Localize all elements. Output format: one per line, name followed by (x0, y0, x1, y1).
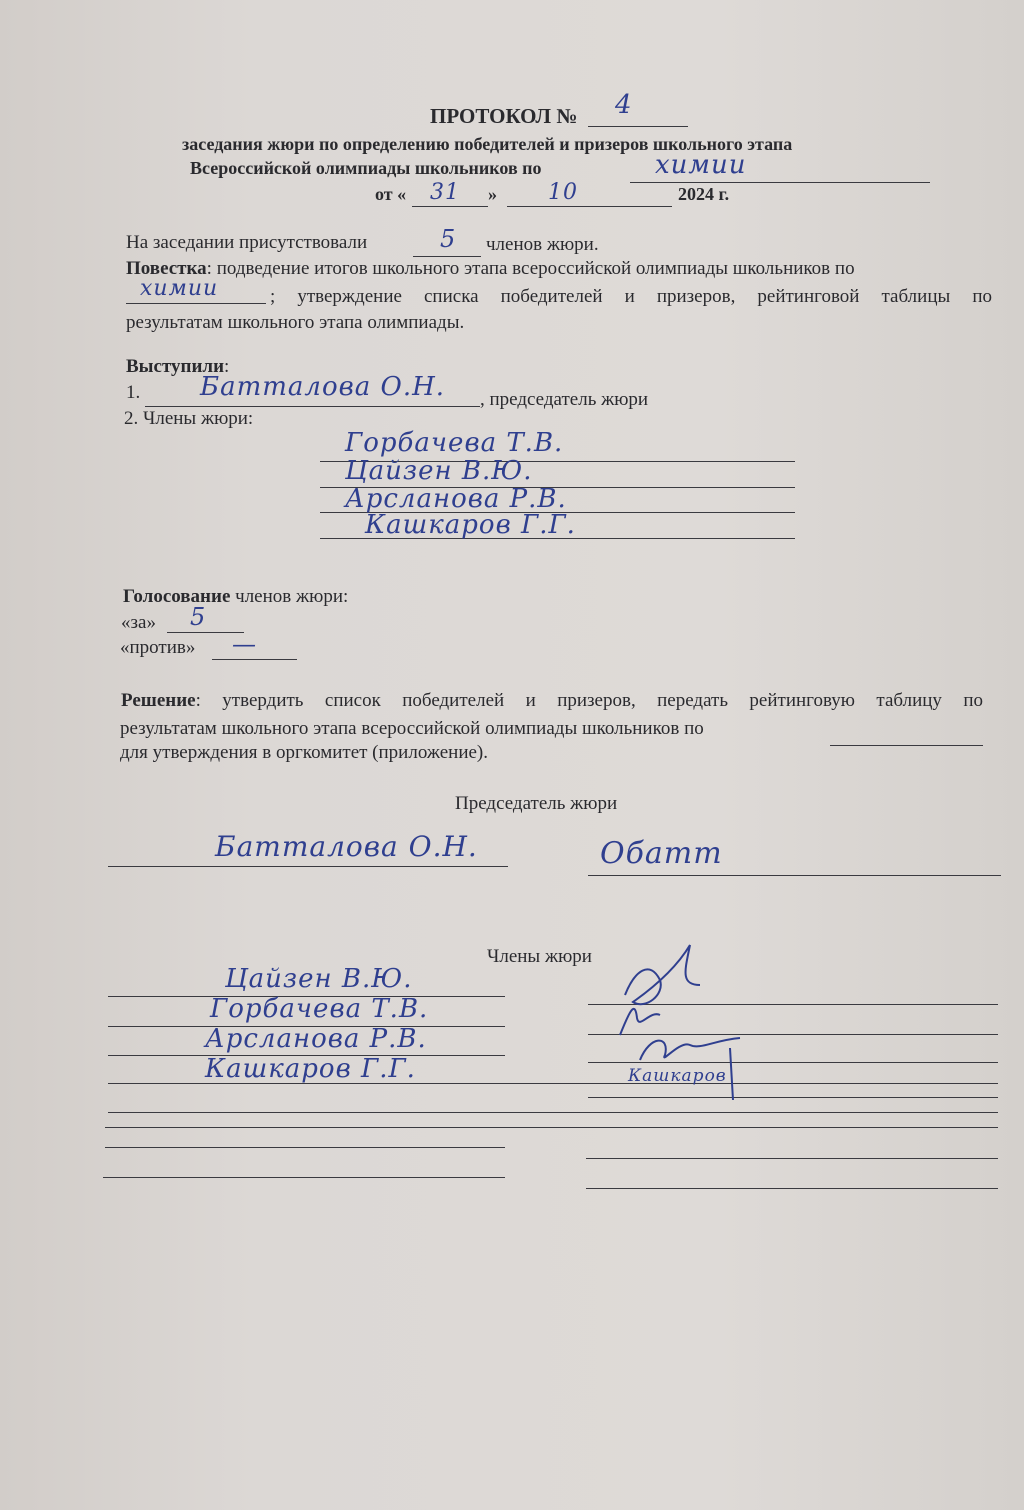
agenda-label: Повестка (126, 258, 207, 279)
voting-suffix: членов жюри: (230, 586, 349, 607)
speakers-member: Кашкаров Г.Г. (365, 510, 576, 540)
date-month: 10 (548, 180, 578, 205)
member-name: Горбачева Т.В. (210, 994, 429, 1024)
speakers-item-2: 2. Члены жюри: (124, 408, 254, 429)
date-prefix: от « (375, 184, 407, 204)
decision-text-1: : утвердить список победителей и призеров, передать рейтинговую таблицу по (195, 690, 983, 711)
agenda-line-2: ; утверждение списка победителей и призеров, рейтинговой таблицы по (270, 286, 992, 307)
decision-line-2: результатам школьного этапа всероссийской олимпиады школьников по (120, 718, 704, 739)
speakers-member: Горбачева Т.В. (345, 428, 564, 458)
subject-line (630, 182, 930, 183)
blank-line (586, 1188, 998, 1189)
speakers-chair-suffix: , председатель жюри (480, 389, 649, 410)
speakers-colon: : (224, 356, 230, 377)
decision-label: Решение (121, 690, 196, 711)
blank-line (105, 1147, 505, 1148)
chair-signature: Обатт (600, 836, 723, 871)
voting-heading (123, 586, 348, 608)
voting-for-label: «за» (121, 612, 156, 633)
speakers-chair-name: Батталова О.Н. (200, 372, 446, 402)
chair-heading: Председатель жюри (455, 793, 618, 814)
attendance-suffix: членов жюри. (486, 234, 599, 255)
agenda-line-3: результатам школьного этапа олимпиады. (126, 312, 465, 333)
voting-against-label: «против» (120, 637, 196, 658)
decision-line-1 (121, 690, 983, 712)
date-year: 2024 г. (678, 184, 730, 204)
member-signature: Кашкаров (628, 1066, 727, 1086)
chair-name-line (108, 866, 508, 867)
member-name: Арсланова Р.В. (205, 1024, 427, 1054)
attendance-prefix: На заседании присутствовали (126, 232, 368, 253)
blank-line (108, 1112, 998, 1113)
speakers-member: Арсланова Р.В. (345, 484, 567, 514)
date-day: 31 (430, 180, 460, 205)
member-name: Цайзен В.Ю. (225, 964, 413, 994)
attendance-line (413, 256, 481, 257)
blank-line (586, 1158, 998, 1159)
speakers-item-1-number: 1. (126, 382, 141, 403)
chair-signature-line (588, 875, 1001, 876)
speakers-member: Цайзен В.Ю. (345, 456, 533, 486)
agenda-subject: химии (140, 276, 219, 301)
member-name: Кашкаров Г.Г. (205, 1054, 416, 1084)
agenda-text-1: : подведение итогов школьного этапа всероссийской олимпиады школьников по (206, 258, 855, 279)
chair-name-line (145, 406, 480, 407)
voting-label: Голосование (123, 586, 231, 607)
agenda-subject-line (126, 303, 266, 304)
header-line-1: заседания жюри по определению победителей и призеров школьного этапа (182, 134, 793, 154)
date-mid: » (488, 184, 497, 204)
decision-subject-line (830, 745, 983, 746)
decision-line-3: для утверждения в оргкомитет (приложение). (120, 742, 489, 763)
blank-line (105, 1127, 998, 1128)
voting-against-line (212, 659, 297, 660)
header-line-2: Всероссийской олимпиады школьников по (190, 158, 542, 178)
agenda-line-1 (126, 258, 855, 280)
chair-name: Батталова О.Н. (215, 830, 478, 863)
speakers-label: Выступили (126, 356, 225, 377)
protocol-number: 4 (615, 90, 633, 120)
attendance-count: 5 (440, 225, 457, 253)
members-heading: Члены жюри (487, 946, 592, 967)
blank-line (103, 1177, 505, 1178)
number-line (588, 126, 688, 127)
voting-against-value: — (232, 630, 257, 658)
date-month-line (507, 206, 672, 207)
protocol-title: ПРОТОКОЛ № (430, 104, 578, 128)
header-subject: химии (655, 150, 747, 180)
date-day-line (412, 206, 488, 207)
voting-for-value: 5 (190, 603, 207, 631)
